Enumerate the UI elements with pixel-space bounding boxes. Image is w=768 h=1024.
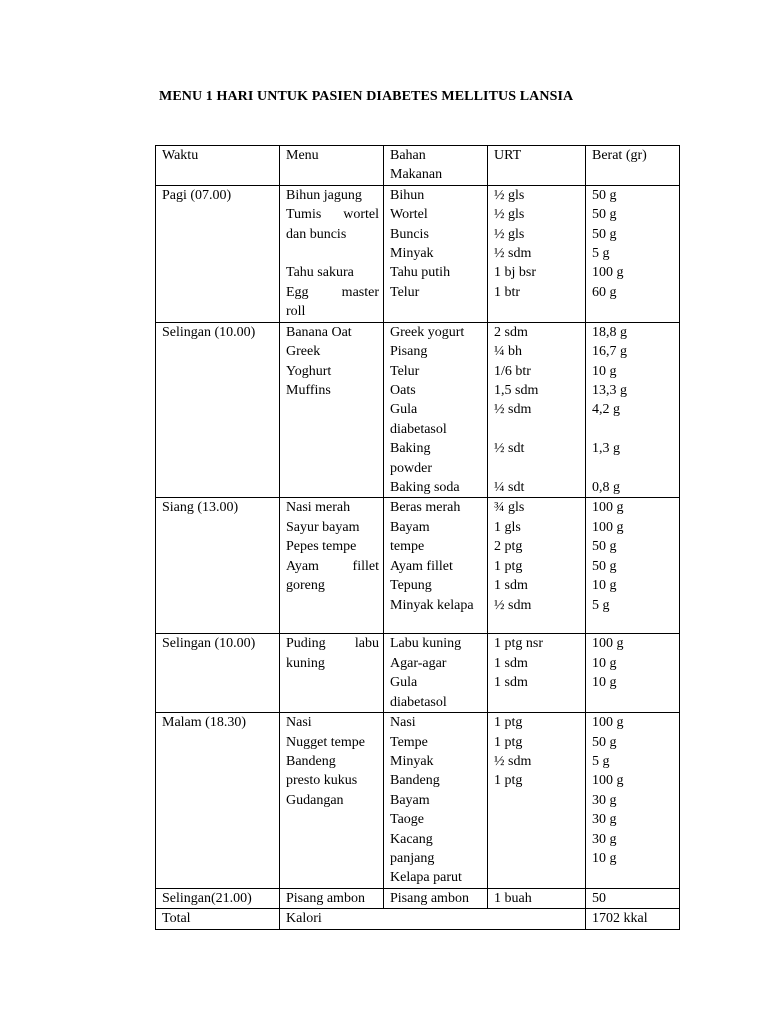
berat-line: 10 g	[592, 850, 617, 866]
menu-line: Muffins	[286, 383, 331, 399]
berat-line: 13,3 g	[592, 383, 627, 399]
berat-line: 1,3 g	[592, 441, 620, 457]
waktu-line: Malam (18.30)	[162, 715, 246, 731]
bahan-line: Bihun	[390, 187, 425, 203]
waktu-line: Siang (13.00)	[162, 500, 239, 516]
menu-line: Gudangan	[286, 792, 344, 808]
berat-line: 100 g	[592, 636, 624, 652]
bahan-line: Greek yogurt	[390, 324, 465, 340]
header-bahan-makanan	[384, 146, 488, 186]
header-urt	[488, 146, 586, 186]
menu-line: Bihun jagung	[286, 187, 362, 203]
menu-line: Tahu sakura	[286, 265, 354, 281]
cell-bahan	[384, 498, 488, 634]
menu-line: Ayam fillet	[286, 558, 379, 574]
table-row	[156, 322, 680, 498]
cell-urt	[488, 713, 586, 889]
waktu-line: Selingan(21.00)	[162, 890, 252, 906]
berat-line: 50	[592, 890, 606, 906]
cell-bahan	[384, 888, 488, 908]
menu-line	[286, 244, 379, 263]
cell-bahan	[384, 322, 488, 498]
cell-urt	[488, 634, 586, 713]
header-urt-text: URT	[494, 148, 522, 163]
berat-line: 50 g	[592, 539, 617, 555]
bahan-line: diabetasol	[390, 421, 447, 437]
urt-line: ½ sdt	[494, 441, 525, 457]
header-berat-text: Berat (gr)	[592, 148, 647, 163]
urt-line	[494, 459, 581, 478]
urt-line: ¼ sdt	[494, 480, 525, 496]
cell-berat	[586, 498, 680, 634]
berat-line: 100 g	[592, 715, 624, 731]
header-berat	[586, 146, 680, 186]
menu-line: Pepes tempe	[286, 539, 357, 555]
table-row	[156, 713, 680, 889]
waktu-line: Selingan (10.00)	[162, 324, 256, 340]
urt-line: 1 sdm	[494, 675, 528, 691]
cell-urt	[488, 888, 586, 908]
urt-line: 1 ptg	[494, 773, 523, 789]
urt-line: ½ sdm	[494, 597, 532, 613]
bahan-line: Buncis	[390, 226, 429, 242]
berat-line: 50 g	[592, 187, 617, 203]
urt-line: 1/6 btr	[494, 363, 531, 379]
bahan-line: Tempe	[390, 734, 428, 750]
menu-table	[155, 145, 680, 930]
berat-line: 10 g	[592, 578, 617, 594]
urt-line: 1 buah	[494, 890, 532, 906]
menu-line: Yoghurt	[286, 363, 332, 379]
bahan-line: Labu kuning	[390, 636, 462, 652]
menu-line: Bandeng	[286, 753, 336, 769]
urt-line: ¾ gls	[494, 500, 525, 516]
menu-line: kuning	[286, 655, 325, 671]
header-waktu	[156, 146, 280, 186]
header-row	[156, 146, 680, 186]
cell-menu	[280, 634, 384, 713]
cell-berat	[586, 634, 680, 713]
cell-menu	[280, 322, 384, 498]
berat-line: 100 g	[592, 265, 624, 281]
urt-line: 2 sdm	[494, 324, 528, 340]
urt-line: 1 ptg	[494, 558, 523, 574]
cell-waktu	[156, 634, 280, 713]
bahan-line: Gula	[390, 402, 418, 418]
bahan-line: Kacang	[390, 831, 433, 847]
bahan-line: diabetasol	[390, 694, 447, 710]
berat-line	[592, 420, 675, 439]
bahan-line: tempe	[390, 539, 425, 555]
bahan-line: Minyak	[390, 753, 434, 769]
berat-line: 16,7 g	[592, 344, 627, 360]
bahan-line: Wortel	[390, 207, 428, 223]
cell-berat	[586, 888, 680, 908]
menu-line: dan buncis	[286, 226, 347, 242]
bahan-line: Baking soda	[390, 480, 460, 496]
urt-line: 1 gls	[494, 519, 521, 535]
waktu-line: Pagi (07.00)	[162, 187, 232, 203]
cell-waktu	[156, 713, 280, 889]
menu-line: Pisang ambon	[286, 890, 365, 906]
urt-line: ½ sdm	[494, 246, 532, 262]
berat-line: 60 g	[592, 284, 617, 300]
total-kalori-label-text: Kalori	[286, 911, 322, 927]
urt-line: ½ gls	[494, 226, 525, 242]
header-waktu-text: Waktu	[162, 148, 199, 163]
cell-berat	[586, 185, 680, 322]
cell-bahan	[384, 713, 488, 889]
urt-line: ¼ bh	[494, 344, 522, 360]
urt-line: 1 ptg nsr	[494, 636, 543, 652]
berat-line: 30 g	[592, 812, 617, 828]
berat-line: 30 g	[592, 792, 617, 808]
berat-line: 5 g	[592, 246, 610, 262]
table-row	[156, 185, 680, 322]
menu-line: Nasi	[286, 715, 312, 731]
bahan-line: Bayam	[390, 519, 430, 535]
berat-line: 50 g	[592, 558, 617, 574]
menu-line: Nugget tempe	[286, 734, 365, 750]
cell-bahan	[384, 634, 488, 713]
menu-line: Greek	[286, 344, 321, 360]
bahan-line: panjang	[390, 850, 435, 866]
berat-line: 50 g	[592, 734, 617, 750]
menu-line: Nasi merah	[286, 500, 351, 516]
cell-menu	[280, 713, 384, 889]
cell-waktu	[156, 888, 280, 908]
bahan-line: Pisang ambon	[390, 890, 469, 906]
cell-menu	[280, 185, 384, 322]
bahan-line: Bandeng	[390, 773, 440, 789]
bahan-line: Taoge	[390, 812, 425, 828]
berat-line: 0,8 g	[592, 480, 620, 496]
berat-line: 5 g	[592, 753, 610, 769]
bahan-line: Minyak	[390, 246, 434, 262]
bahan-line: Ayam fillet	[390, 558, 453, 574]
urt-line: 1 sdm	[494, 655, 528, 671]
urt-line: ½ sdm	[494, 753, 532, 769]
cell-urt	[488, 322, 586, 498]
berat-line: 100 g	[592, 773, 624, 789]
cell-berat	[586, 322, 680, 498]
berat-line: 30 g	[592, 831, 617, 847]
header-bahan-line: Bahan	[390, 148, 426, 163]
urt-line: ½ sdm	[494, 402, 532, 418]
total-label-text: Total	[162, 911, 191, 927]
berat-line: 5 g	[592, 597, 610, 613]
total-label	[156, 909, 280, 929]
menu-line: roll	[286, 304, 306, 320]
urt-line: 1 bj bsr	[494, 265, 536, 281]
berat-line: 10 g	[592, 363, 617, 379]
waktu-line: Selingan (10.00)	[162, 636, 256, 652]
bahan-line: Nasi	[390, 715, 416, 731]
header-bahan-line: Makanan	[390, 167, 443, 183]
urt-line: 1 ptg	[494, 734, 523, 750]
urt-line: ½ gls	[494, 187, 525, 203]
urt-line: 2 ptg	[494, 539, 523, 555]
document-title: MENU 1 HARI UNTUK PASIEN DIABETES MELLITUS LANSIA	[159, 89, 574, 104]
berat-line: 50 g	[592, 226, 617, 242]
cell-waktu	[156, 185, 280, 322]
total-kalori-value-text: 1702 kkal	[592, 911, 648, 927]
bahan-line: Minyak kelapa	[390, 597, 474, 613]
berat-line: 10 g	[592, 655, 617, 671]
cell-berat	[586, 713, 680, 889]
urt-line: 1 sdm	[494, 578, 528, 594]
menu-line: presto kukus	[286, 773, 358, 789]
menu-line: Banana Oat	[286, 324, 352, 340]
berat-line: 100 g	[592, 500, 624, 516]
berat-line: 18,8 g	[592, 324, 627, 340]
header-menu-text: Menu	[286, 148, 319, 163]
urt-line: 1 btr	[494, 284, 521, 300]
berat-line: 100 g	[592, 519, 624, 535]
total-row	[156, 909, 680, 929]
header-menu	[280, 146, 384, 186]
bahan-line: Oats	[390, 383, 416, 399]
urt-line: ½ gls	[494, 207, 525, 223]
cell-urt	[488, 185, 586, 322]
table-row	[156, 498, 680, 634]
table-row	[156, 634, 680, 713]
cell-menu	[280, 888, 384, 908]
cell-waktu	[156, 498, 280, 634]
urt-line: 1,5 sdm	[494, 383, 539, 399]
urt-line: 1 ptg	[494, 715, 523, 731]
table-row	[156, 888, 680, 908]
cell-bahan	[384, 185, 488, 322]
bahan-line: Tepung	[390, 578, 432, 594]
bahan-line: Telur	[390, 284, 420, 300]
berat-line: 10 g	[592, 675, 617, 691]
bahan-line: Tahu putih	[390, 265, 451, 281]
bahan-line: Agar-agar	[390, 655, 447, 671]
cell-urt	[488, 498, 586, 634]
menu-line: Puding labu	[286, 636, 379, 652]
total-kalori-label	[280, 909, 586, 929]
bahan-line: Telur	[390, 363, 420, 379]
bahan-line: Beras merah	[390, 500, 461, 516]
total-kalori-value	[586, 909, 680, 929]
menu-line: Sayur bayam	[286, 519, 360, 535]
menu-line: Egg master	[286, 284, 379, 300]
bahan-line: Pisang	[390, 344, 428, 360]
berat-line	[592, 459, 675, 478]
menu-line: goreng	[286, 578, 325, 594]
menu-line: Tumis wortel	[286, 207, 379, 223]
bahan-line: Baking	[390, 441, 431, 457]
cell-waktu	[156, 322, 280, 498]
bahan-line: Bayam	[390, 792, 430, 808]
cell-menu	[280, 498, 384, 634]
urt-line	[494, 420, 581, 439]
bahan-line: Gula	[390, 675, 418, 691]
berat-line: 50 g	[592, 207, 617, 223]
berat-line: 4,2 g	[592, 402, 620, 418]
bahan-line: powder	[390, 460, 432, 476]
bahan-line: Kelapa parut	[390, 870, 462, 886]
